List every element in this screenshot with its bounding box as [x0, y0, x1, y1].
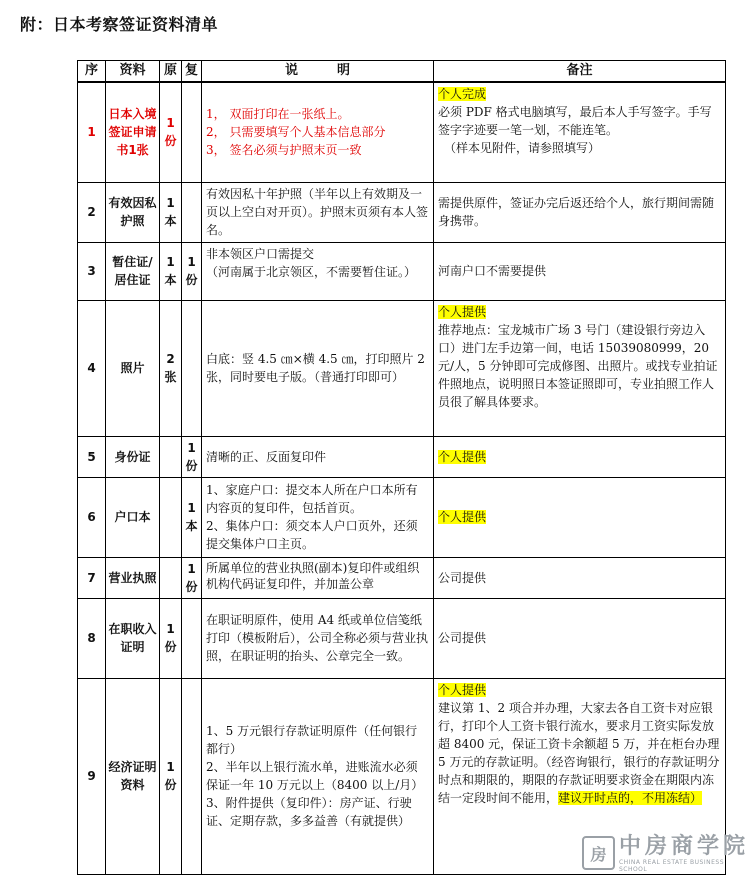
note-highlight-end: 建议开时点的，不用冻结）: [558, 790, 703, 805]
row-orig: 2张: [160, 300, 182, 436]
row-material: 暂住证/居住证: [106, 242, 160, 300]
row-orig: [160, 557, 182, 598]
row-note: 河南户口不需要提供: [434, 242, 726, 300]
note-highlight: 个人提供: [438, 682, 487, 697]
note-highlight: 个人提供: [438, 304, 487, 319]
row-copy: 1份: [182, 242, 202, 300]
header-desc: 说 明: [202, 61, 434, 83]
seal-icon: 房: [582, 836, 615, 870]
watermark-logo: [582, 828, 750, 878]
header-note: 备注: [434, 61, 726, 83]
row-desc: 白底：竖 4.5 ㎝×横 4.5 ㎝，打印照片 2 张，同时要电子版。（普通打印即可）: [202, 300, 434, 436]
row-orig: [160, 436, 182, 477]
row-copy: [182, 82, 202, 182]
table-row: [78, 300, 726, 436]
row-copy: [182, 182, 202, 242]
row-copy: 1份: [182, 557, 202, 598]
row-seq: 7: [78, 557, 106, 598]
table-row: [78, 557, 726, 598]
row-note: 公司提供: [434, 557, 726, 598]
table-row: [78, 436, 726, 477]
document-title: 附：日本考察签证资料清单: [20, 15, 219, 34]
row-material: 身份证: [106, 436, 160, 477]
row-material: 户口本: [106, 477, 160, 557]
watermark-en: CHINA REAL ESTATE BUSINESS SCHOOL: [618, 859, 725, 873]
row-desc: 清晰的正、反面复印件: [202, 436, 434, 477]
row-seq: 3: [78, 242, 106, 300]
row-copy: [182, 300, 202, 436]
row-seq: 5: [78, 436, 106, 477]
row-copy: [182, 678, 202, 874]
table-header-row: [78, 61, 726, 83]
row-orig: [160, 477, 182, 557]
row-note: 需提供原件，签证办完后返还给个人，旅行期间需随身携带。: [434, 182, 726, 242]
row-seq: 2: [78, 182, 106, 242]
row-material: 照片: [106, 300, 160, 436]
row-seq: 6: [78, 477, 106, 557]
row-desc: 1， 双面打印在一张纸上。 2， 只需要填写个人基本信息部分 3， 签名必须与护照末页一致: [202, 82, 434, 182]
row-desc: 所属单位的营业执照(副本)复印件或组织机构代码证复印件，并加盖公章: [202, 557, 434, 598]
watermark-cn: 中房商学院: [618, 833, 749, 859]
row-desc: 非本领区户口需提交 （河南属于北京领区，不需要暂住证。）: [202, 242, 434, 300]
row-desc: 1、家庭户口：提交本人所在户口本所有内容页的复印件，包括首页。 2、集体户口：须交本人户口页外，还须提交集体户口主页。: [202, 477, 434, 557]
visa-materials-table: [77, 60, 726, 875]
row-orig: 1份: [160, 82, 182, 182]
table-row: [78, 82, 726, 182]
row-copy: [182, 598, 202, 678]
row-copy: 1本: [182, 477, 202, 557]
row-seq: 1: [78, 82, 106, 182]
row-material: 在职收入证明: [106, 598, 160, 678]
row-orig: 1本: [160, 182, 182, 242]
row-note: 个人提供 建议第 1、2 项合并办理，大家去各自工资卡对应银行，打印个人工资卡银行流水，要求月工资实际发放超 8400 元，保证工资卡余额超 5 万，并在柜台办理 5 万元的存款证明。（经咨询银行，银行的存款证明分时点和期限的，期限的存款证明要求资金在期限内冻结一定段时间不能用，建议开时点的，不用冻结）: [434, 678, 726, 874]
table-row: [78, 598, 726, 678]
table-row: [78, 182, 726, 242]
header-material: 资料: [106, 61, 160, 83]
row-material: 日本入境签证申请书1张: [106, 82, 160, 182]
table-row: [78, 242, 726, 300]
row-orig: 1份: [160, 598, 182, 678]
row-note: 个人提供 推荐地点：宝龙城市广场 3 号门（建设银行旁边入口）进门左手边第一间，电话 15039080999，20 元/人，5 分钟即可完成修图、出照片。或找专业拍证件照地点，说明照日本签证照即可，专业拍照工作人员很了解具体要求。: [434, 300, 726, 436]
row-note: 个人完成 必须 PDF 格式电脑填写，最后本人手写签字。手写签字字迹要一笔一划，不能连笔。 （样本见附件，请参照填写）: [434, 82, 726, 182]
note-highlight: 个人完成: [438, 87, 487, 101]
row-orig: 1本: [160, 242, 182, 300]
row-seq: 4: [78, 300, 106, 436]
row-seq: 9: [78, 678, 106, 874]
row-copy: 1份: [182, 436, 202, 477]
header-seq: 序: [78, 61, 106, 83]
row-note: 公司提供: [434, 598, 726, 678]
row-seq: 8: [78, 598, 106, 678]
row-material: 营业执照: [106, 557, 160, 598]
row-note: [434, 436, 726, 477]
header-copy: 复: [182, 61, 202, 83]
header-orig: 原: [160, 61, 182, 83]
row-material: 经济证明资料: [106, 678, 160, 874]
note-highlight: 个人提供: [438, 510, 487, 524]
row-material: 有效因私护照: [106, 182, 160, 242]
row-desc: 1、5 万元银行存款证明原件（任何银行都行） 2、半年以上银行流水单，进账流水必须保证一年 10 万元以上（8400 以上/月） 3、附件提供（复印件）：房产证、行驶证、定期存款，多多益善（有就提供）: [202, 678, 434, 874]
row-desc: 在职证明原件，使用 A4 纸或单位信笺纸打印（模板附后），公司全称必须与营业执照，在职证明的抬头、公章完全一致。: [202, 598, 434, 678]
note-highlight: 个人提供: [438, 449, 487, 464]
row-desc: 有效因私十年护照（半年以上有效期及一页以上空白对开页）。护照末页须有本人签名。: [202, 182, 434, 242]
row-orig: 1份: [160, 678, 182, 874]
row-note: [434, 477, 726, 557]
table-row: [78, 477, 726, 557]
